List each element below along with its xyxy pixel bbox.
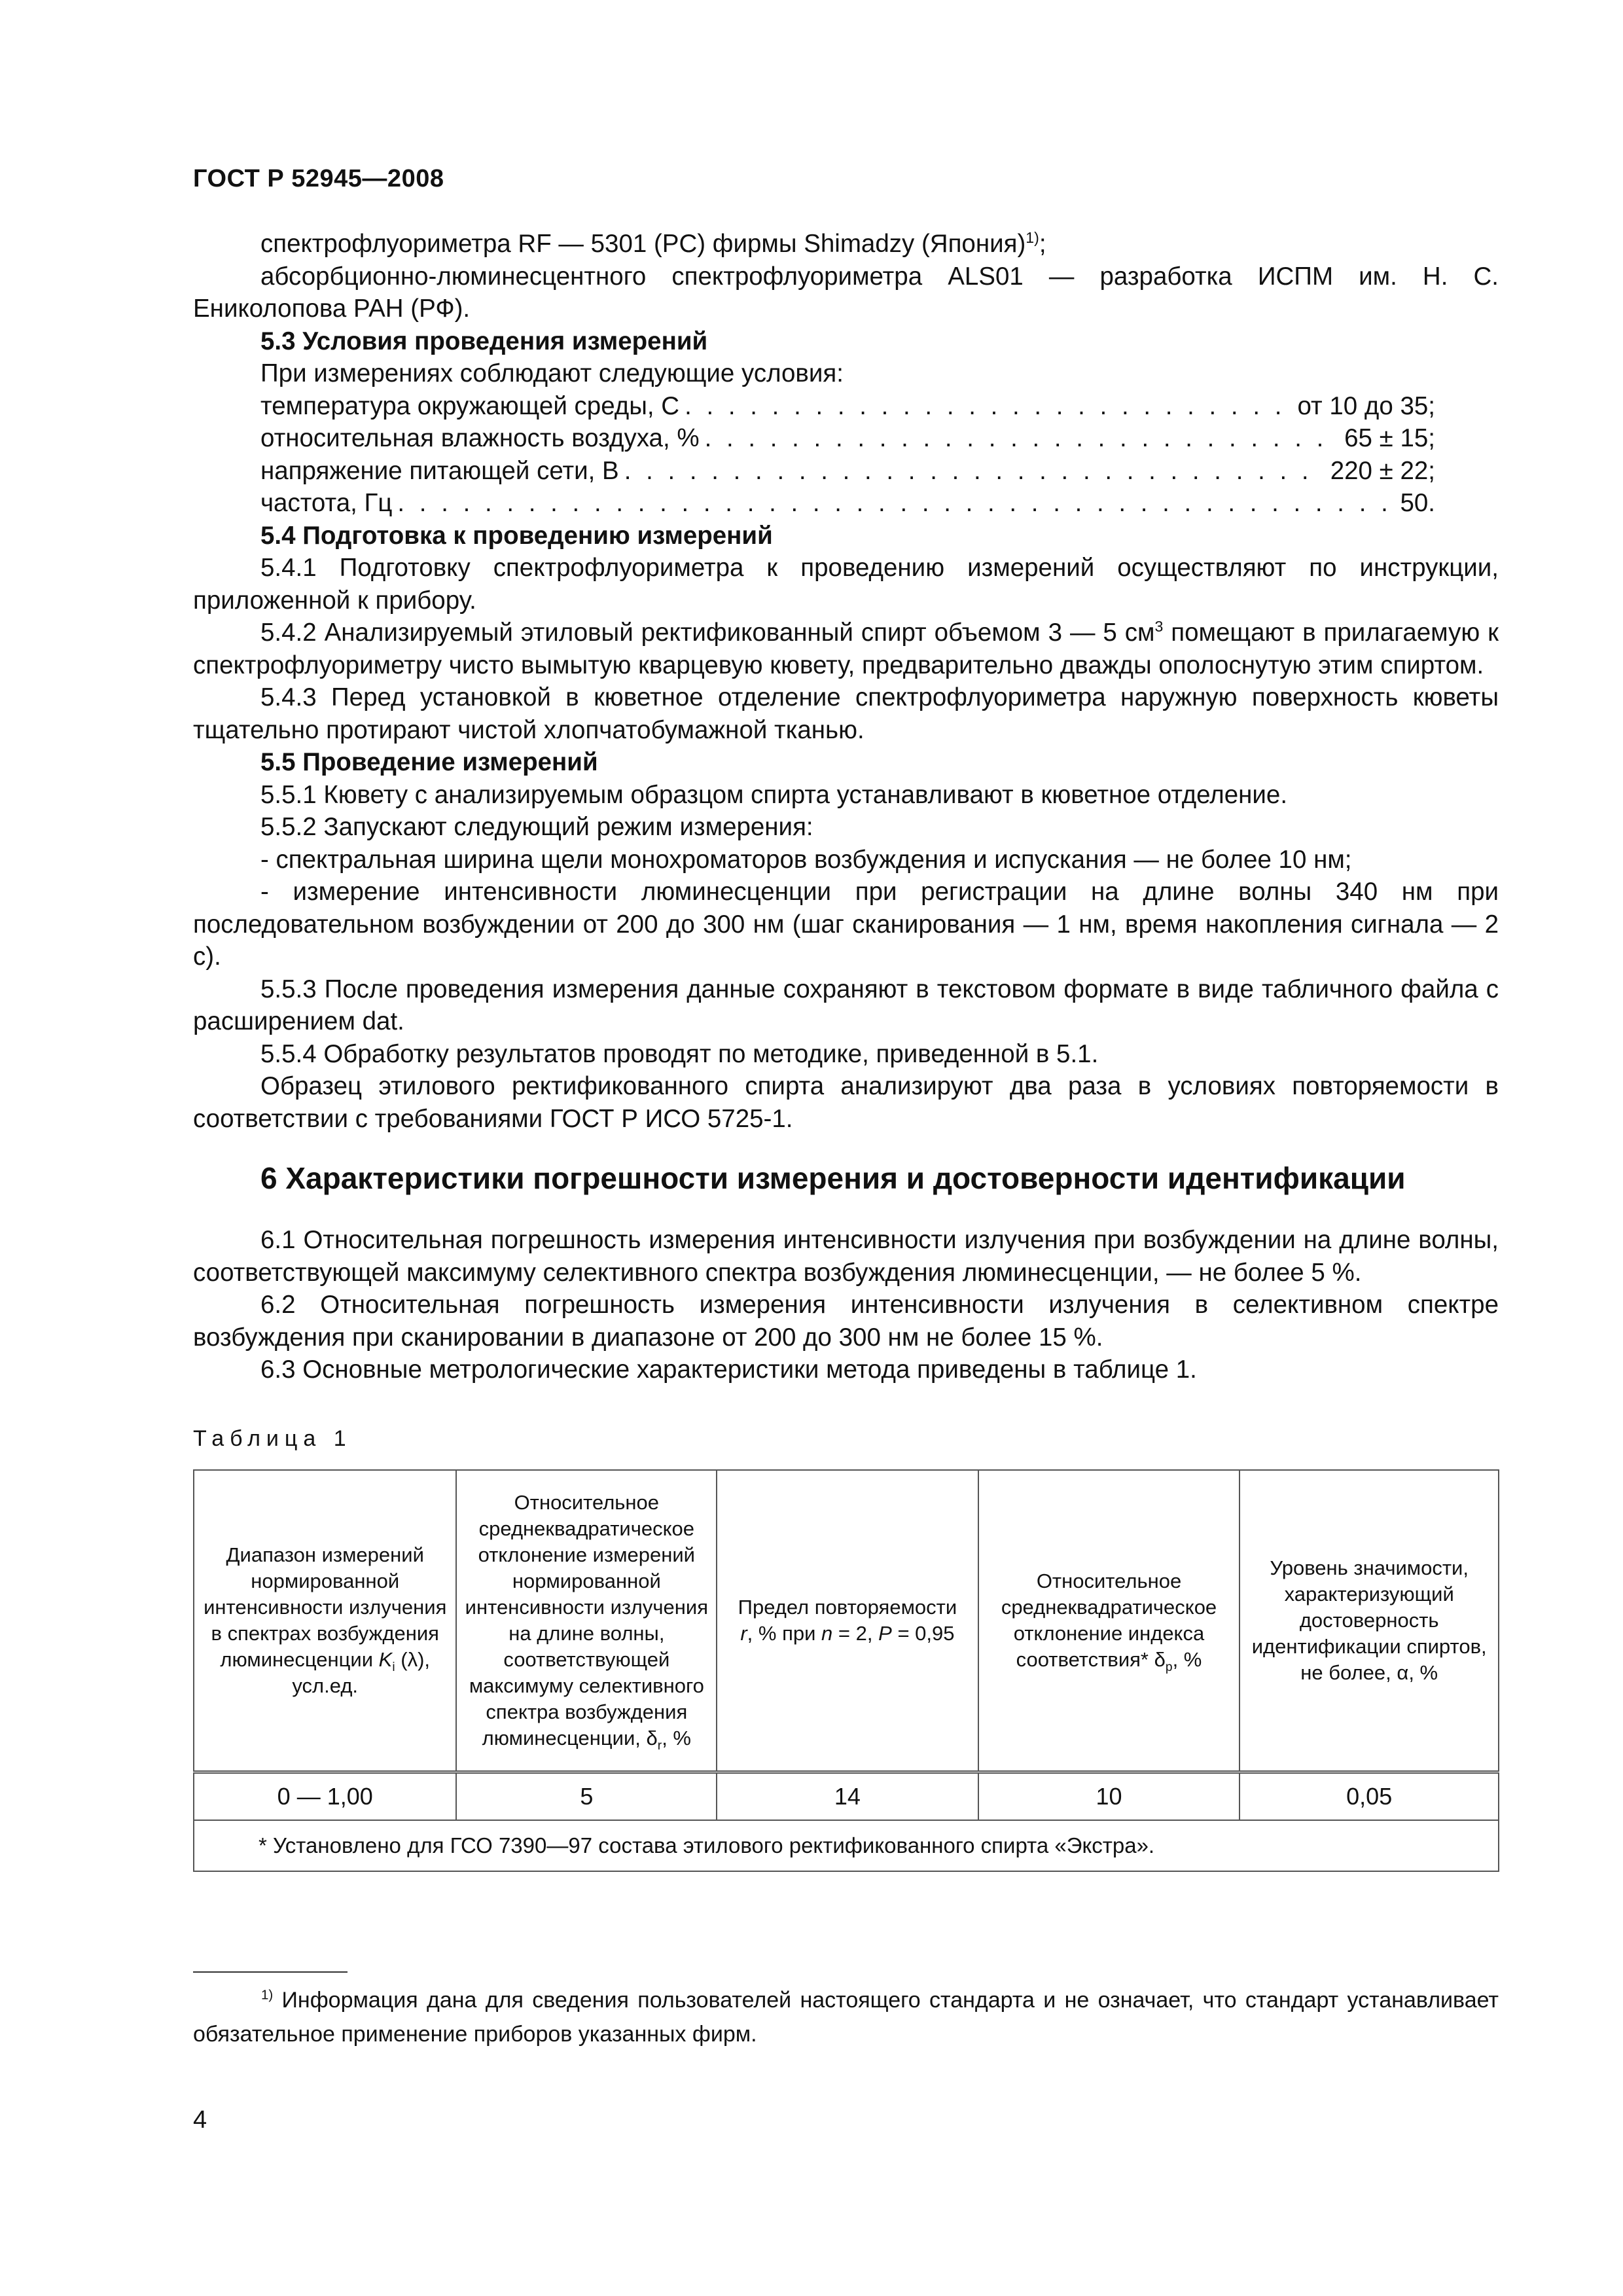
- mode-item-2: - измерение интенсивности люминесценции при регистрации на длине волны 340 нм при последовательном возбуждении от 200 до 300 нм (шаг сканирования — 1 нм, время накопления сигнала — 2 с).: [193, 878, 1499, 971]
- condition-label: напряжение питающей сети, В: [260, 456, 619, 485]
- condition-row: [260, 487, 1435, 520]
- delta-symbol: δ: [646, 1727, 658, 1749]
- delta-subscript: r: [657, 1739, 662, 1753]
- leader-dots: [705, 422, 1340, 455]
- para-6-1: 6.1 Относительная погрешность измерения интенсивности излучения при возбуждении на длине волны, соответствующей максимуму селективного спектра возбуждения люминесценции, — не более 5 %.: [193, 1226, 1499, 1287]
- header-rmsd-text: Относительное среднеквадратическое отклонение измерений нормированной интенсивности излучения на длине волны, соответствующей максимуму селективного спектра возбуждения люминесценции,: [465, 1491, 708, 1749]
- k-symbol: K: [378, 1648, 393, 1671]
- cell-repeatability: 14: [717, 1772, 978, 1821]
- condition-row: [260, 422, 1435, 455]
- para-5-4-2: [193, 617, 1499, 681]
- table-header-row: [194, 1470, 1499, 1772]
- header-range-text: Диапазон измерений нормированной интенсивности излучения в спектрах возбуждения люминесценции: [204, 1543, 447, 1671]
- header-range: [194, 1470, 456, 1772]
- header-rmsd-unit: , %: [662, 1727, 691, 1749]
- leader-dots: [624, 455, 1325, 488]
- para-5-5-3: 5.5.3 После проведения измерения данные сохраняют в текстовом формате в виде табличного файла с расширением dat.: [193, 975, 1499, 1035]
- header-range-unit: (λ), усл.ед.: [292, 1648, 431, 1697]
- footnote-mark: 1): [261, 1988, 274, 2003]
- p-value: = 0,95: [897, 1622, 955, 1645]
- para-5-5-1: 5.5.1 Кювету с анализируемым образцом спирта устанавливают в кюветное отделение.: [260, 780, 1288, 809]
- header-index-unit: , %: [1172, 1648, 1202, 1671]
- header-significance-text: Уровень значимости, характеризующий достоверность идентификации спиртов,: [1251, 1556, 1487, 1658]
- intro-end: ;: [1039, 230, 1046, 258]
- header-repeatability: [717, 1470, 978, 1772]
- k-subscript: i: [392, 1660, 395, 1675]
- header-index-text: Относительное среднеквадратическое отклонение индекса соответствия*: [1001, 1570, 1217, 1671]
- condition-row: [260, 455, 1435, 488]
- cubic-superscript: 3: [1154, 618, 1164, 636]
- header-repeat-unit: , % при: [747, 1622, 816, 1645]
- intro-line-2: абсорбционно-люминесцентного спектрофлуориметра ALS01 — разработка ИСПМ им. Н. С. Ениколопова РАН (РФ).: [193, 262, 1499, 323]
- condition-label: температура окружающей среды, С: [260, 391, 680, 420]
- para-6-3: 6.3 Основные метрологические характеристики метода приведены в таблице 1.: [260, 1355, 1197, 1384]
- delta-symbol: δ: [1154, 1648, 1166, 1671]
- para-5-4-2-rest: помещают в прилагаемую к спектрофлуориметру чисто вымытую кварцевую кювету, предварительно дважды ополоснутую этим спиртом.: [193, 619, 1499, 679]
- page-number: 4: [193, 2106, 207, 2134]
- condition-value: 50.: [1400, 489, 1435, 517]
- para-sample-repeat: Образец этилового ректификованного спирта анализируют два раза в условиях повторяемости в соответствии с требованиями ГОСТ Р ИСО 5725-1.: [193, 1072, 1499, 1133]
- delta-subscript: р: [1165, 1660, 1173, 1675]
- table-note-row: [194, 1820, 1499, 1871]
- p-symbol: P: [878, 1622, 892, 1645]
- footnote-divider: [193, 1971, 348, 1973]
- section-6-heading: 6 Характеристики погрешности измерения и достоверности идентификации: [260, 1161, 1406, 1195]
- condition-value: от 10 до 35;: [1297, 391, 1435, 420]
- intro-line-1: [193, 228, 1499, 260]
- section-5-4-heading: 5.4 Подготовка к проведению измерений: [260, 521, 773, 550]
- para-5-4-2-text: 5.4.2 Анализируемый этиловый ректификованный спирт объемом 3 — 5 см: [260, 619, 1155, 647]
- leader-dots: [397, 487, 1395, 520]
- table-row: [194, 1772, 1499, 1821]
- mode-item-1: - спектральная ширина щели монохроматоров возбуждения и испускания — не более 10 нм;: [260, 845, 1352, 874]
- header-index-rmsd: [978, 1470, 1240, 1772]
- condition-value: 220 ± 22;: [1330, 456, 1435, 485]
- cell-rmsd: 5: [456, 1772, 717, 1821]
- header-rmsd: [456, 1470, 717, 1772]
- n-value: = 2,: [838, 1622, 873, 1645]
- intro-text-1: спектрофлуориметра RF — 5301 (PC) фирмы Shimadzy (Япония): [260, 230, 1026, 258]
- footnote-text: Информация дана для сведения пользователей настоящего стандарта и не означает, что стандарт устанавливает обязательное применение приборов указанных фирм.: [193, 1988, 1499, 2047]
- header-significance: [1240, 1470, 1499, 1772]
- cell-significance: 0,05: [1240, 1772, 1499, 1821]
- para-5-5-2: 5.5.2 Запускают следующий режим измерения:: [260, 813, 813, 841]
- section-5-3-heading: 5.3 Условия проведения измерений: [260, 327, 708, 355]
- n-symbol: n: [821, 1622, 833, 1645]
- footnote: [193, 1983, 1499, 2051]
- table-caption: Таблица 1: [193, 1426, 352, 1451]
- header-repeat-text: Предел повторяемости: [738, 1596, 957, 1619]
- metrology-table: [193, 1469, 1499, 1872]
- doc-header: ГОСТ Р 52945—2008: [193, 165, 444, 192]
- condition-row: [260, 390, 1435, 423]
- cell-range: 0 — 1,00: [194, 1772, 456, 1821]
- header-significance-limit: не более,: [1300, 1661, 1391, 1684]
- condition-label: относительная влажность воздуха, %: [260, 424, 700, 452]
- para-5-4-3: 5.4.3 Перед установкой в кюветное отделение спектрофлуориметра наружную поверхность кюветы тщательно протирают чистой хлопчатобумажной тканью.: [193, 683, 1499, 744]
- r-symbol: r: [740, 1622, 747, 1645]
- condition-label: частота, Гц: [260, 489, 393, 517]
- cell-index-rmsd: 10: [978, 1772, 1240, 1821]
- section-5-3-intro: При измерениях соблюдают следующие условия:: [260, 359, 844, 387]
- para-5-4-1: 5.4.1 Подготовку спектрофлуориметра к проведению измерений осуществляют по инструкции, приложенной к прибору.: [193, 554, 1499, 615]
- alpha-symbol: α, %: [1397, 1661, 1438, 1684]
- para-5-5-4: 5.5.4 Обработку результатов проводят по методике, приведенной в 5.1.: [260, 1039, 1099, 1068]
- footnote-ref: 1): [1026, 229, 1039, 247]
- document-body: [193, 228, 1499, 1872]
- table-note: * Установлено для ГСО 7390—97 состава этилового ректификованного спирта «Экстра».: [194, 1820, 1499, 1871]
- section-5-5-heading: 5.5 Проведение измерений: [260, 748, 598, 776]
- para-6-2: 6.2 Относительная погрешность измерения интенсивности излучения в селективном спектре возбуждения при сканировании в диапазоне от 200 до 300 нм не более 15 %.: [193, 1291, 1499, 1352]
- leader-dots: [685, 390, 1292, 423]
- condition-value: 65 ± 15;: [1344, 424, 1435, 452]
